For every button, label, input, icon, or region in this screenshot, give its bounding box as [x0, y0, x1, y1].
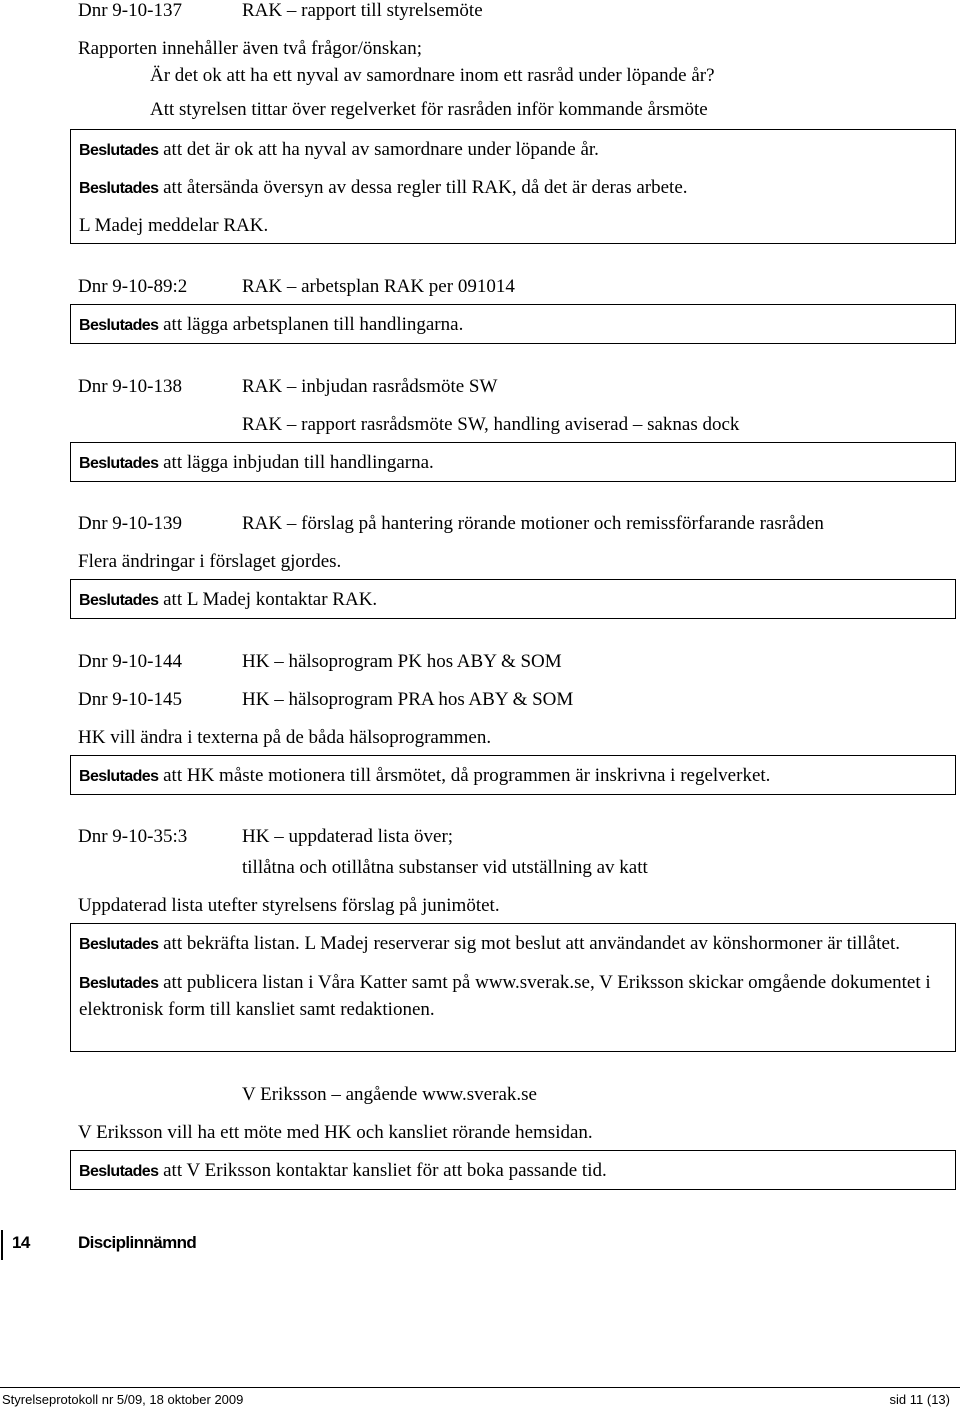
decision-keyword: Beslutades: [79, 936, 159, 953]
section-title: Disciplinnämnd: [78, 1233, 197, 1252]
item-web-note: V Eriksson vill ha ett möte med HK och kansliet rörande hemsidan.: [78, 1122, 593, 1143]
section-rule: [1, 1230, 3, 1260]
item-89-title: RAK – arbetsplan RAK per 091014: [242, 276, 515, 297]
item-139-note: Flera ändringar i förslaget gjordes.: [78, 551, 342, 572]
item-139-decision-box: [70, 579, 956, 619]
decision-line: [79, 450, 947, 477]
decision-text: att V Eriksson kontaktar kansliet för att boka passande tid.: [158, 1160, 607, 1181]
item-137-decision-box: [70, 129, 956, 244]
decision-keyword: Beslutades: [79, 317, 159, 334]
decision-line: [79, 175, 947, 202]
decision-text: att L Madej kontaktar RAK.: [158, 589, 378, 610]
section-heading: [0, 1228, 960, 1262]
item-138-dnr: Dnr 9-10-138: [78, 376, 182, 397]
decision-keyword: Beslutades: [79, 1163, 159, 1180]
item-139-title: RAK – förslag på hantering rörande motioner och remissförfarande rasråden: [242, 513, 824, 534]
item-35-title-1: HK – uppdaterad lista över;: [242, 826, 454, 847]
item-web-decision-box: [70, 1150, 956, 1190]
decision-line: [79, 931, 947, 958]
item-89-dnr: Dnr 9-10-89:2: [78, 276, 188, 297]
decision-line: [79, 763, 947, 790]
decision-keyword: Beslutades: [79, 975, 159, 992]
item-137-title: RAK – rapport till styrelsemöte: [242, 0, 483, 21]
decision-text: att lägga arbetsplanen till handlingarna.: [158, 314, 464, 335]
footer-rule: [0, 1387, 960, 1388]
item-144-dnr: Dnr 9-10-144: [78, 651, 182, 672]
item-89-decision-box: [70, 304, 956, 344]
decision-line: [79, 587, 947, 614]
decision-text: att lägga inbjudan till handlingarna.: [158, 452, 434, 473]
item-139-dnr: Dnr 9-10-139: [78, 513, 182, 534]
decision-text: att publicera listan i Våra Katter samt på www.sverak.se, V Eriksson skickar omgående dokumentet i elektronisk form till kansliet samt redaktionen.: [79, 972, 931, 1020]
section-number: 14: [12, 1233, 30, 1252]
item-35-decision-box: [70, 923, 956, 1052]
item-137-dnr: Dnr 9-10-137: [78, 0, 182, 21]
item-137-intro: Rapporten innehåller även två frågor/önskan;: [78, 38, 422, 59]
item-138-title-1: RAK – inbjudan rasrådsmöte SW: [242, 376, 498, 397]
item-35-title-2: tillåtna och otillåtna substanser vid utställning av katt: [242, 857, 648, 878]
item-138-title-2: RAK – rapport rasrådsmöte SW, handling aviserad – saknas dock: [242, 414, 740, 435]
decision-keyword: Beslutades: [79, 180, 159, 197]
decision-text: L Madej meddelar RAK.: [79, 215, 269, 236]
item-138-decision-box: [70, 442, 956, 482]
decision-line: [79, 312, 947, 339]
decision-text: att återsända översyn av dessa regler till RAK, då det är deras arbete.: [158, 177, 688, 198]
item-35-dnr: Dnr 9-10-35:3: [78, 826, 188, 847]
decision-text: att det är ok att ha nyval av samordnare under löpande år.: [158, 139, 599, 160]
decision-line: [79, 213, 947, 239]
decision-keyword: Beslutades: [79, 768, 159, 785]
footer-page-number: sid 11 (13): [889, 1392, 950, 1407]
decision-line: [79, 970, 947, 1023]
item-137-question-2: Att styrelsen tittar över regelverket för rasråden inför kommande årsmöte: [150, 99, 708, 120]
item-144-title: HK – hälsoprogram PK hos ABY & SOM: [242, 651, 562, 672]
footer-protocol: Styrelseprotokoll nr 5/09, 18 oktober 2009: [2, 1392, 244, 1407]
item-35-note: Uppdaterad lista utefter styrelsens förslag på junimötet.: [78, 895, 500, 916]
decision-line: [79, 137, 947, 164]
decision-line: [79, 1158, 947, 1185]
decision-text: att HK måste motionera till årsmötet, då programmen är inskrivna i regelverket.: [158, 765, 771, 786]
item-137-question-1: Är det ok att ha ett nyval av samordnare inom ett rasråd under löpande år?: [150, 65, 715, 86]
decision-keyword: Beslutades: [79, 142, 159, 159]
decision-keyword: Beslutades: [79, 455, 159, 472]
item-144-decision-box: [70, 755, 956, 795]
decision-text: att bekräfta listan. L Madej reserverar sig mot beslut att användandet av könshormoner är tillåtet.: [158, 933, 900, 954]
item-145-dnr: Dnr 9-10-145: [78, 689, 182, 710]
item-144-note: HK vill ändra i texterna på de båda hälsoprogrammen.: [78, 727, 492, 748]
item-145-title: HK – hälsoprogram PRA hos ABY & SOM: [242, 689, 574, 710]
decision-keyword: Beslutades: [79, 592, 159, 609]
item-web-title: V Eriksson – angående www.sverak.se: [242, 1084, 537, 1105]
